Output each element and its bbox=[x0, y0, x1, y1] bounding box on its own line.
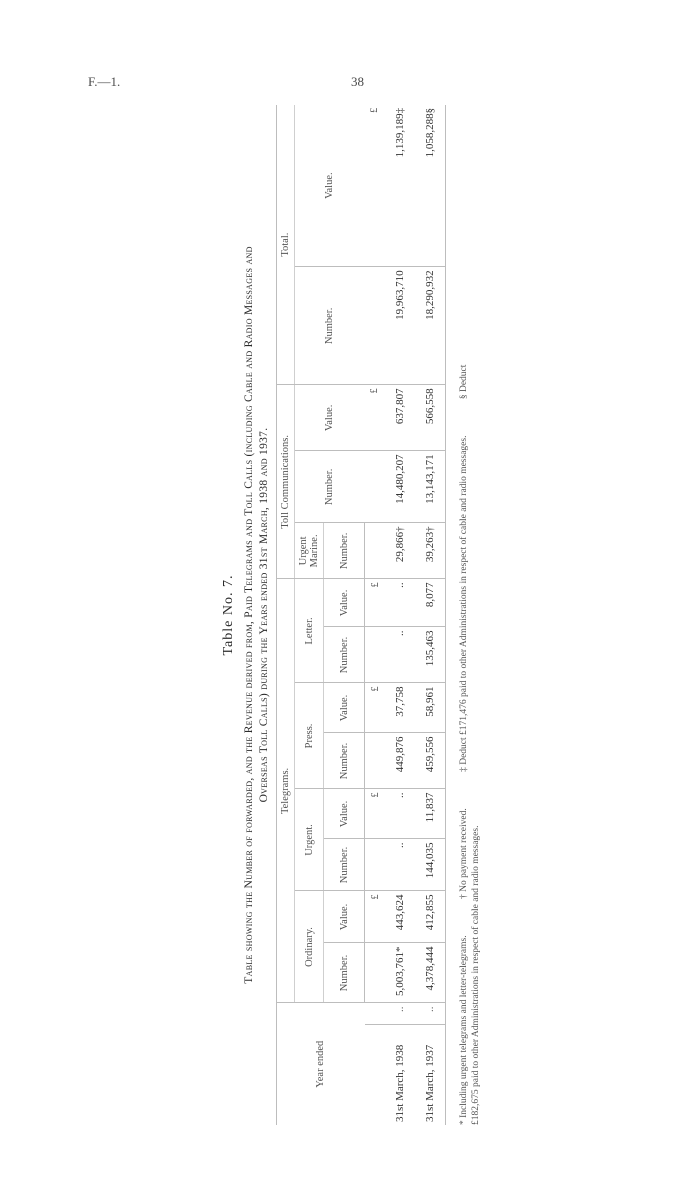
cell-urgent-number: 144,035 bbox=[415, 839, 446, 891]
cell-urgent-value: .. bbox=[385, 789, 415, 839]
row-year: 31st March, 1938 bbox=[394, 1044, 406, 1122]
cell-toll-number: 14,480,207 bbox=[385, 451, 415, 523]
unit-symbol: £ bbox=[365, 385, 386, 451]
header-urgent: Urgent. bbox=[295, 789, 324, 891]
header-press: Press. bbox=[295, 683, 324, 789]
page-header-left: F.—1. bbox=[88, 74, 121, 89]
row-year: 31st March, 1937 bbox=[415, 1025, 446, 1125]
row-leader: .. bbox=[415, 1003, 446, 1025]
cell-total-value: 1,139,189‡ bbox=[385, 105, 415, 267]
cell-toll-value: 566,558 bbox=[415, 385, 446, 451]
table-title-block bbox=[220, 105, 272, 1125]
unit-row bbox=[365, 105, 386, 1125]
cell-total-number: 18,290,932 bbox=[415, 267, 446, 385]
header-urgent-number: Number. bbox=[324, 839, 365, 891]
header-total: Total. bbox=[277, 105, 295, 385]
cell-press-value: 37,758 bbox=[385, 683, 415, 733]
caption-line-1: Table showing the Number of forwarded, and the Revenue derived from, Paid Telegrams and Toll Calls (including Cable and Radio Messages and bbox=[243, 246, 255, 984]
row-leader: .. bbox=[385, 1003, 415, 1025]
cell-total-number: 19,963,710 bbox=[385, 267, 415, 385]
footnote-double-dagger: ‡ Deduct £171,476 paid to other Administrations in respect of cable and radio messages. bbox=[459, 435, 469, 772]
rotated-table-sheet bbox=[220, 105, 500, 1125]
unit-symbol: £ bbox=[365, 105, 386, 267]
header-ordinary-number: Number. bbox=[324, 943, 365, 1003]
header-telegrams: Telegrams. bbox=[277, 579, 295, 1003]
revenue-table bbox=[276, 105, 446, 1125]
header-urgent-marine: Urgent Marine. bbox=[295, 523, 324, 579]
footnote-section-mark: § Deduct bbox=[459, 364, 469, 400]
cell-toll-number: 13,143,171 bbox=[415, 451, 446, 523]
footnote-line-2: £182,675 paid to other Administrations in respect of cable and radio messages. bbox=[471, 825, 481, 1125]
footnote-line-1 bbox=[458, 105, 470, 1125]
cell-letter-value: 8,077 bbox=[415, 579, 446, 627]
caption-line-2: Overseas Toll Calls) during the Years ended 31st March, 1938 and 1937. bbox=[258, 427, 270, 803]
header-letter-value: Value. bbox=[324, 579, 365, 627]
header-toll-communications: Toll Communications. bbox=[277, 385, 295, 579]
header-year-ended: Year ended bbox=[277, 1003, 365, 1125]
table-caption bbox=[242, 135, 272, 1095]
unit-symbol: £ bbox=[365, 683, 386, 733]
header-toll-number: Number. bbox=[295, 451, 365, 523]
header-press-number: Number. bbox=[324, 733, 365, 789]
cell-ordinary-number: 4,378,444 bbox=[415, 943, 446, 1003]
cell-press-value: 58,961 bbox=[415, 683, 446, 733]
cell-letter-number: .. bbox=[385, 627, 415, 683]
cell-marine-number: 39,263† bbox=[415, 523, 446, 579]
table-row bbox=[415, 105, 446, 1125]
header-ordinary-value: Value. bbox=[324, 891, 365, 943]
page-number: 38 bbox=[351, 74, 364, 89]
cell-press-number: 449,876 bbox=[385, 733, 415, 789]
cell-urgent-value: 11,837 bbox=[415, 789, 446, 839]
table-row bbox=[385, 105, 415, 1125]
cell-letter-number: 135,463 bbox=[415, 627, 446, 683]
cell-press-number: 459,556 bbox=[415, 733, 446, 789]
footnote-dagger: † No payment received. bbox=[459, 808, 469, 900]
cell-ordinary-value: 412,855 bbox=[415, 891, 446, 943]
header-toll-value: Value. bbox=[295, 385, 365, 451]
header-ordinary: Ordinary. bbox=[295, 891, 324, 1003]
table-footnotes bbox=[458, 105, 482, 1125]
cell-marine-number: 29,866† bbox=[385, 523, 415, 579]
header-press-value: Value. bbox=[324, 683, 365, 733]
table-number: Table No. 7. bbox=[221, 574, 236, 656]
unit-symbol: £ bbox=[365, 579, 386, 627]
unit-symbol: £ bbox=[365, 891, 386, 943]
cell-letter-value: .. bbox=[385, 579, 415, 627]
header-urgent-value: Value. bbox=[324, 789, 365, 839]
cell-urgent-number: .. bbox=[385, 839, 415, 891]
cell-ordinary-value: 443,624 bbox=[385, 891, 415, 943]
cell-ordinary-number: 5,003,761* bbox=[385, 943, 415, 1003]
header-total-value: Value. bbox=[295, 105, 365, 267]
header-total-number: Number. bbox=[295, 267, 365, 385]
cell-total-value: 1,058,288§ bbox=[415, 105, 446, 267]
cell-toll-value: 637,807 bbox=[385, 385, 415, 451]
header-letter-number: Number. bbox=[324, 627, 365, 683]
header-marine-number: Number. bbox=[324, 523, 365, 579]
header-letter: Letter. bbox=[295, 579, 324, 683]
footnote-star: * Including urgent telegrams and letter-telegrams. bbox=[459, 935, 469, 1125]
unit-symbol: £ bbox=[365, 789, 386, 839]
